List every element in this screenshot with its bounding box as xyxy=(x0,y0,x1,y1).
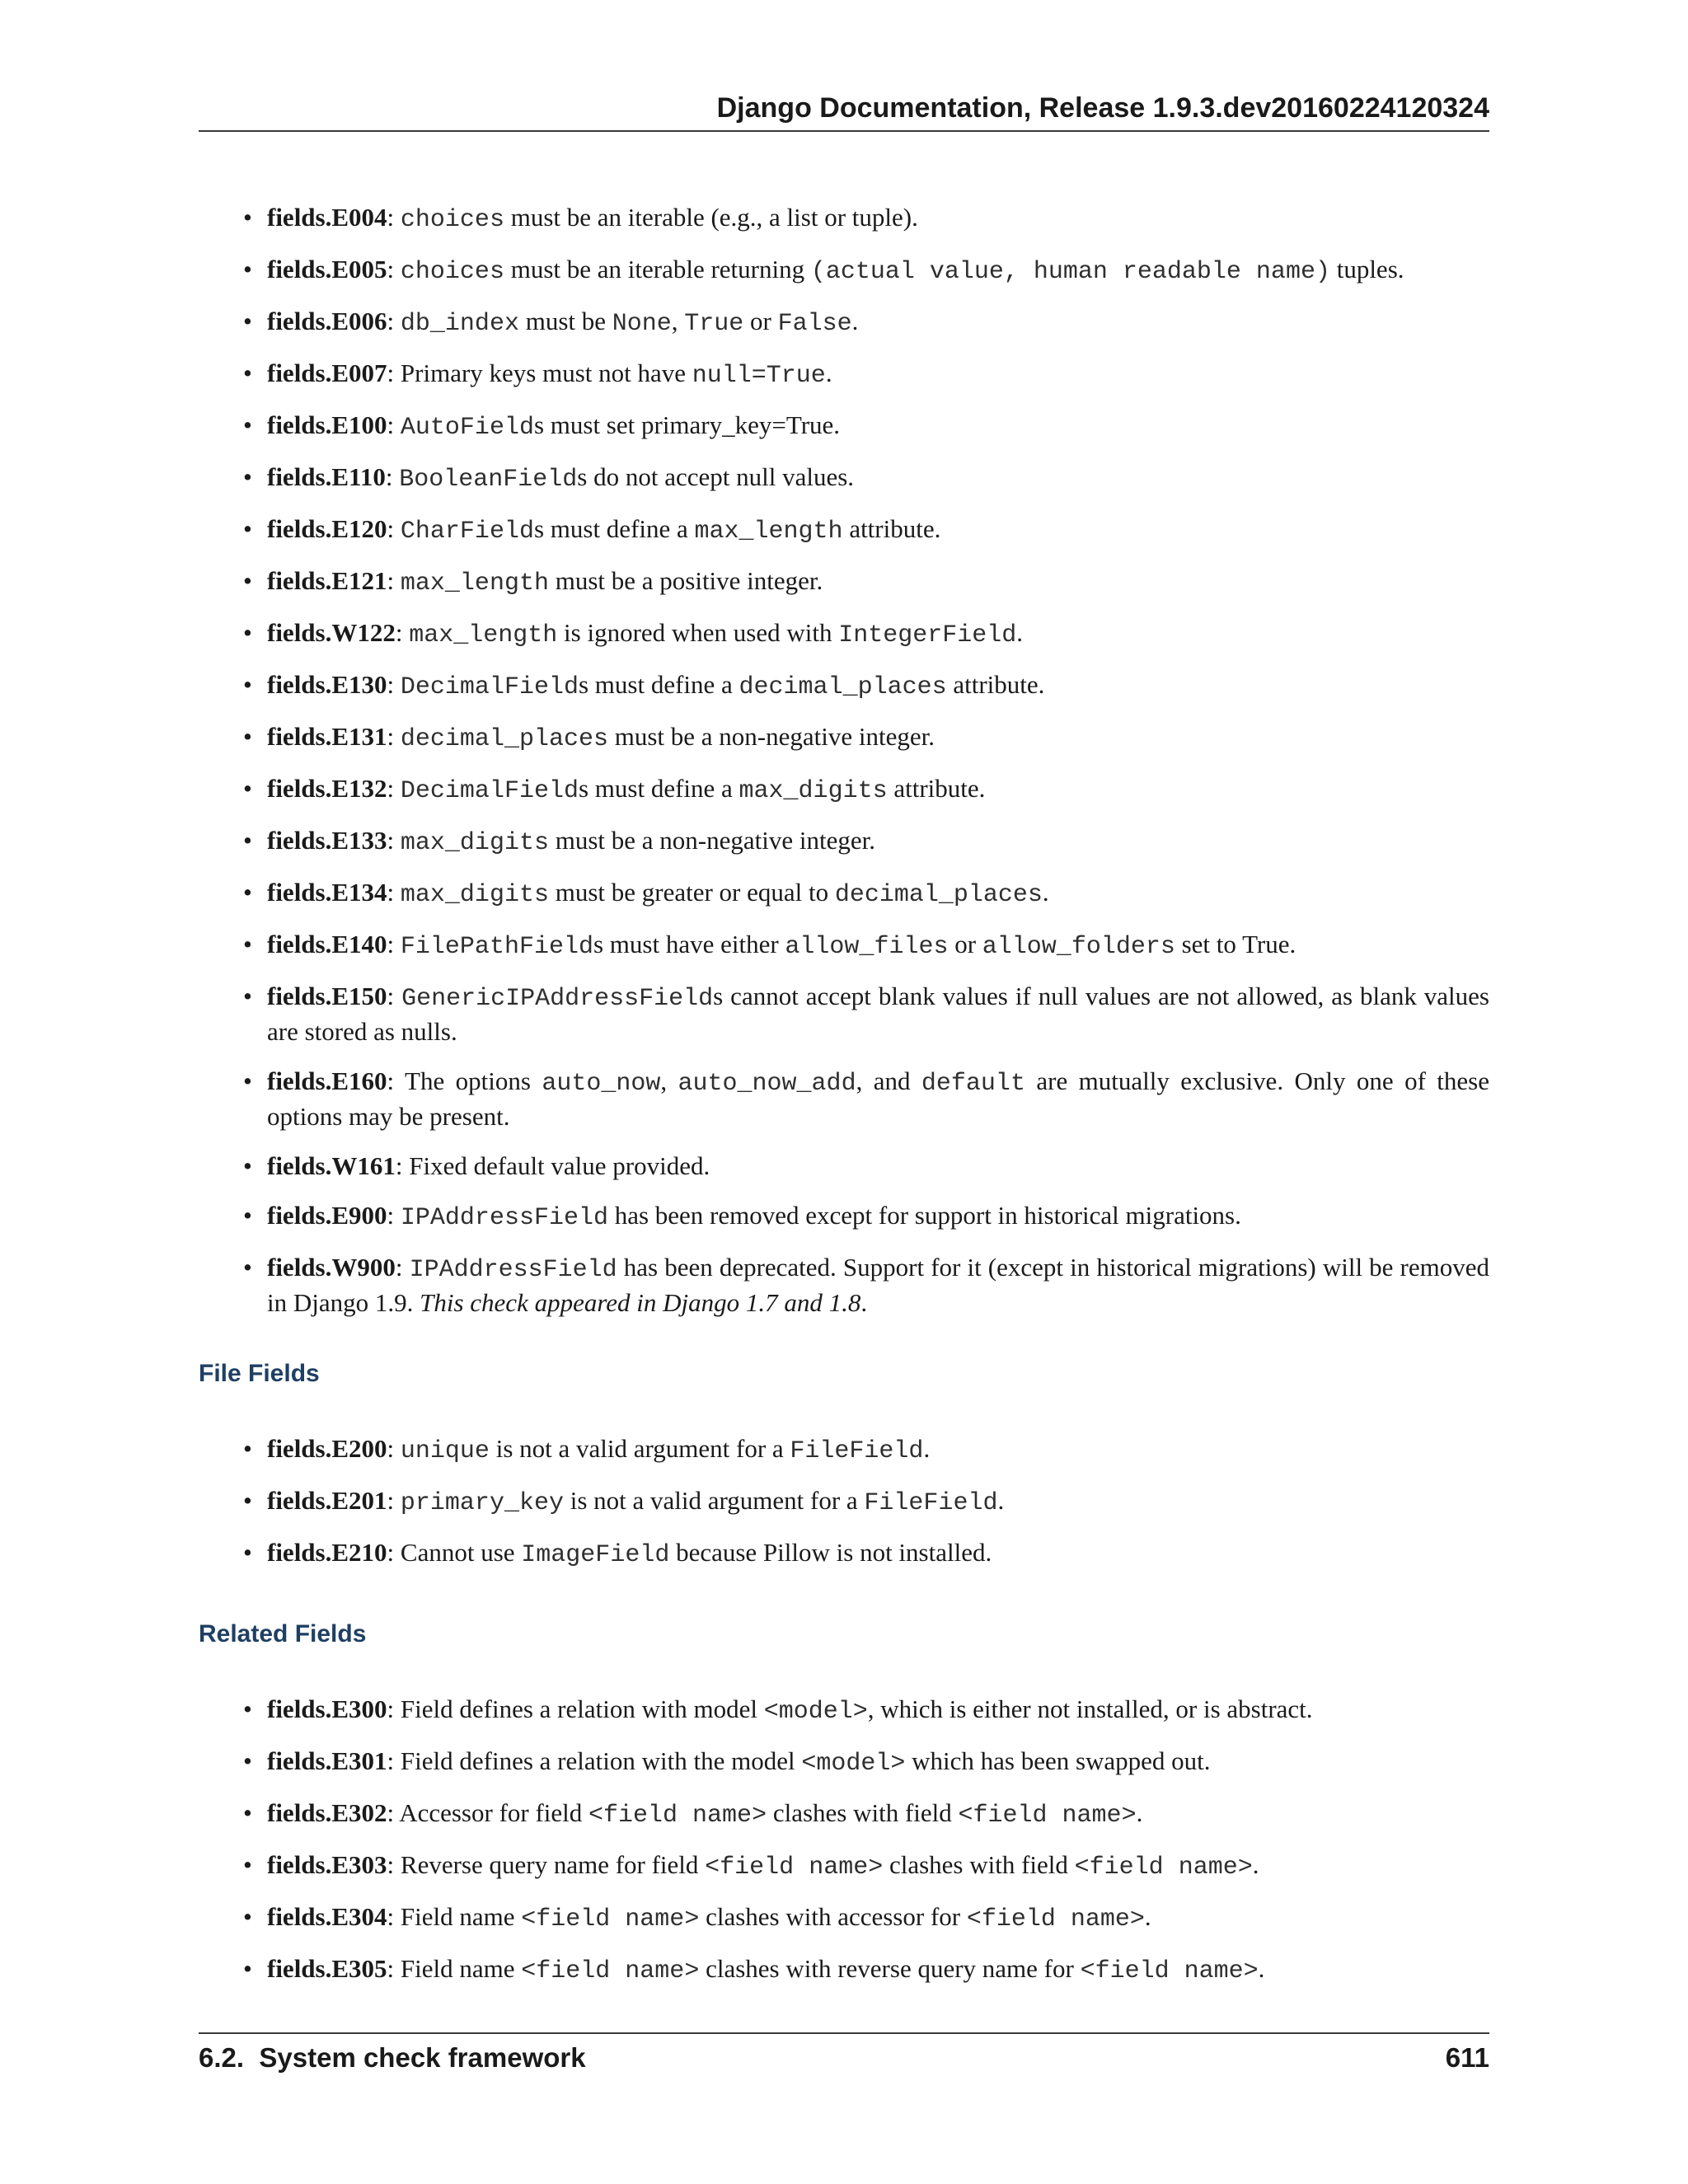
check-id: fields.E302 xyxy=(267,1798,387,1827)
description-text: . xyxy=(851,307,859,335)
bullet-marker: • xyxy=(243,930,252,958)
description-text: : xyxy=(395,1253,410,1282)
inline-code: <field name> xyxy=(521,1905,700,1933)
check-item xyxy=(243,980,1489,1048)
bullet-marker: • xyxy=(243,826,252,855)
check-description xyxy=(267,253,1489,288)
bullet-marker: • xyxy=(243,1434,252,1463)
description-text: tuples. xyxy=(1329,255,1404,284)
description-text: . xyxy=(997,1486,1005,1515)
description-text: : The options xyxy=(387,1066,542,1095)
description-text: . xyxy=(923,1434,931,1463)
description-text: or xyxy=(948,930,982,958)
bullet-marker: • xyxy=(243,462,252,491)
check-item xyxy=(243,1745,1489,1780)
check-id: fields.E007 xyxy=(267,359,387,387)
inline-code: GenericIPAddressField xyxy=(401,985,714,1013)
page-footer xyxy=(199,2032,1489,2075)
description-text: must be xyxy=(518,307,612,335)
check-id: fields.E130 xyxy=(267,670,387,699)
description-text: must be a non-negative integer. xyxy=(607,722,935,751)
check-description xyxy=(267,1797,1489,1832)
check-item xyxy=(243,565,1489,600)
description-text: . xyxy=(1252,1850,1259,1879)
check-item xyxy=(243,1900,1489,1936)
bullet-marker: • xyxy=(243,670,252,699)
bullet-marker: • xyxy=(243,410,252,439)
check-id: fields.E131 xyxy=(267,722,387,751)
check-item xyxy=(243,1432,1489,1468)
description-text: : xyxy=(387,514,401,543)
description-text: : xyxy=(387,982,402,1010)
check-description xyxy=(267,409,1489,444)
check-description xyxy=(267,668,1489,704)
section-heading-related-fields: Related Fields xyxy=(199,1620,367,1647)
inline-code: db_index xyxy=(400,310,519,338)
inline-code: max_length xyxy=(400,569,549,598)
bullet-marker: • xyxy=(243,1746,252,1775)
check-item xyxy=(243,201,1489,237)
bullet-marker: • xyxy=(243,774,252,803)
check-item xyxy=(243,1150,1489,1183)
description-text: must be an iterable returning xyxy=(504,255,811,284)
check-description xyxy=(267,616,1489,652)
inline-code: max_length xyxy=(409,621,558,649)
description-text: s cannot accept blank values if null values are not allowed, as blank values are stored as nulls. xyxy=(267,982,1489,1046)
check-id: fields.E301 xyxy=(267,1746,387,1775)
check-id: fields.E100 xyxy=(267,410,387,439)
description-text: : xyxy=(387,307,401,335)
bullet-marker: • xyxy=(243,1902,252,1931)
inline-code: DecimalField xyxy=(400,777,579,805)
check-description xyxy=(267,1432,1489,1468)
description-text: must be a non-negative integer. xyxy=(548,826,875,855)
bullet-marker: • xyxy=(243,1066,252,1095)
check-id: fields.E150 xyxy=(267,982,387,1010)
inline-code: allow_folders xyxy=(982,933,1175,961)
description-text: : xyxy=(387,930,401,958)
description-text: s must have either xyxy=(593,930,785,958)
check-description xyxy=(267,201,1489,237)
description-text: : Fixed default value provided. xyxy=(395,1151,710,1180)
inline-code: ImageField xyxy=(521,1541,670,1569)
check-item xyxy=(243,1065,1489,1133)
check-list-related-fields xyxy=(243,1693,1489,2004)
description-text: is not a valid argument for a xyxy=(563,1486,865,1515)
bullet-marker: • xyxy=(243,1798,252,1827)
inline-code: AutoField xyxy=(400,414,534,442)
section-heading-file-fields: File Fields xyxy=(199,1360,320,1387)
bullet-marker: • xyxy=(243,982,252,1010)
check-id: fields.E133 xyxy=(267,826,387,855)
bullet-marker: • xyxy=(243,359,252,387)
description-text: s must define a xyxy=(533,514,695,543)
bullet-marker: • xyxy=(243,878,252,907)
description-text: : xyxy=(387,1434,401,1463)
inline-code: max_length xyxy=(694,518,843,546)
check-id: fields.E121 xyxy=(267,566,387,595)
inline-code: <model> xyxy=(763,1698,868,1726)
check-description xyxy=(267,980,1489,1048)
check-item xyxy=(243,1536,1489,1572)
description-text: : xyxy=(387,566,401,595)
check-item xyxy=(243,461,1489,496)
check-item xyxy=(243,513,1489,548)
description-text: must be greater or equal to xyxy=(548,878,835,907)
check-id: fields.E305 xyxy=(267,1954,387,1983)
inline-code: primary_key xyxy=(400,1489,564,1517)
check-description xyxy=(267,772,1489,808)
description-text: clashes with field xyxy=(767,1798,959,1827)
page-number: 611 xyxy=(1445,2042,1489,2073)
inline-code: decimal_places xyxy=(400,725,608,753)
inline-code: max_digits xyxy=(400,881,549,909)
description-text: , xyxy=(660,1066,678,1095)
bullet-marker: • xyxy=(243,722,252,751)
bullet-marker: • xyxy=(243,1694,252,1723)
description-text: , which is either not installed, or is abstract. xyxy=(867,1694,1313,1723)
check-description xyxy=(267,305,1489,340)
description-text: clashes with accessor for xyxy=(699,1902,967,1931)
description-text: . xyxy=(825,359,832,387)
inline-code: FileField xyxy=(864,1489,998,1517)
check-description xyxy=(267,1745,1489,1780)
description-text: : xyxy=(387,826,401,855)
check-description xyxy=(267,565,1489,600)
check-list-file-fields xyxy=(243,1432,1489,1588)
description-text: attribute. xyxy=(842,514,941,543)
check-id: fields.E201 xyxy=(267,1486,387,1515)
description-text: . xyxy=(1136,1798,1143,1827)
description-text: attribute. xyxy=(946,670,1045,699)
bullet-marker: • xyxy=(243,1850,252,1879)
description-text: , and xyxy=(856,1066,921,1095)
bullet-marker: • xyxy=(243,566,252,595)
check-id: fields.E132 xyxy=(267,774,387,803)
description-text: : Field defines a relation with model xyxy=(387,1694,764,1723)
check-description xyxy=(267,1693,1489,1728)
description-text: . xyxy=(1042,878,1049,907)
description-text: : xyxy=(385,462,400,491)
inline-code: unique xyxy=(400,1437,490,1465)
inline-code: True xyxy=(684,310,744,338)
check-item xyxy=(243,1251,1489,1319)
description-text: : xyxy=(395,618,410,647)
description-text: : xyxy=(387,1486,401,1515)
inline-code: None xyxy=(612,310,672,338)
bullet-marker: • xyxy=(243,1253,252,1282)
check-id: fields.E304 xyxy=(267,1902,387,1931)
check-id: fields.E005 xyxy=(267,255,387,284)
check-description xyxy=(267,1484,1489,1520)
bullet-marker: • xyxy=(243,1151,252,1180)
check-id: fields.E004 xyxy=(267,203,387,232)
inline-code: max_digits xyxy=(738,777,888,805)
inline-code: IPAddressField xyxy=(400,1204,608,1232)
inline-code: <field name> xyxy=(1074,1854,1253,1882)
description-text: : Field name xyxy=(387,1954,522,1983)
inline-code: IntegerField xyxy=(838,621,1017,649)
check-item xyxy=(243,1849,1489,1884)
bullet-marker: • xyxy=(243,255,252,284)
description-text: : xyxy=(387,1201,401,1230)
description-text: s do not accept null values. xyxy=(577,462,855,491)
description-text: . xyxy=(860,1288,868,1317)
check-description xyxy=(267,720,1489,756)
check-item xyxy=(243,357,1489,392)
description-text: , xyxy=(671,307,685,335)
check-id: fields.E110 xyxy=(267,462,386,491)
inline-code: <model> xyxy=(801,1750,906,1778)
check-id: fields.E210 xyxy=(267,1538,387,1567)
bullet-marker: • xyxy=(243,203,252,232)
check-item xyxy=(243,1952,1489,1988)
description-text: . xyxy=(1258,1954,1265,1983)
description-text: : xyxy=(387,410,401,439)
description-text: set to True. xyxy=(1175,930,1296,958)
description-text: or xyxy=(743,307,778,335)
page-header xyxy=(199,89,1489,132)
bullet-marker: • xyxy=(243,1954,252,1983)
inline-code: allow_files xyxy=(785,933,949,961)
inline-code: DecimalField xyxy=(400,673,579,701)
check-description xyxy=(267,461,1489,496)
description-text: attribute. xyxy=(887,774,986,803)
check-description xyxy=(267,1199,1489,1235)
check-item xyxy=(243,1693,1489,1728)
check-id: fields.W900 xyxy=(267,1253,396,1282)
bullet-marker: • xyxy=(243,514,252,543)
check-id: fields.E006 xyxy=(267,307,387,335)
inline-code: BooleanField xyxy=(399,466,578,494)
check-id: fields.E140 xyxy=(267,930,387,958)
check-description xyxy=(267,357,1489,392)
description-text: : xyxy=(387,203,401,232)
check-description xyxy=(267,1150,1489,1183)
check-description xyxy=(267,1952,1489,1988)
inline-code: <field name> xyxy=(958,1802,1137,1830)
description-text: : xyxy=(387,774,401,803)
check-description xyxy=(267,1849,1489,1884)
description-text: : xyxy=(387,670,401,699)
check-item xyxy=(243,928,1489,963)
check-id: fields.E160 xyxy=(267,1066,387,1095)
check-id: fields.E200 xyxy=(267,1434,387,1463)
bullet-marker: • xyxy=(243,1201,252,1230)
document-title: Django Documentation, Release 1.9.3.dev20160224120324 xyxy=(716,92,1489,124)
description-text: . xyxy=(1016,618,1024,647)
check-id: fields.E134 xyxy=(267,878,387,907)
bullet-marker: • xyxy=(243,1538,252,1567)
check-item xyxy=(243,876,1489,912)
description-text: are mutually exclusive. Only one of these options may be present. xyxy=(267,1066,1489,1131)
description-text: : xyxy=(387,255,401,284)
description-text: because Pillow is not installed. xyxy=(669,1538,992,1567)
check-description xyxy=(267,1065,1489,1133)
check-item xyxy=(243,1199,1489,1235)
bullet-marker: • xyxy=(243,618,252,647)
inline-code: <field name> xyxy=(588,1802,767,1830)
bullet-marker: • xyxy=(243,307,252,335)
check-description xyxy=(267,928,1489,963)
inline-code: choices xyxy=(400,206,504,234)
italic-note: This check appeared in Django 1.7 and 1.8 xyxy=(420,1288,861,1317)
inline-code: <field name> xyxy=(1080,1957,1259,1985)
description-text: : Accessor for field xyxy=(387,1798,589,1827)
inline-code: CharField xyxy=(400,518,534,546)
inline-code: choices xyxy=(400,258,504,286)
description-text: must be a positive integer. xyxy=(548,566,823,595)
check-description xyxy=(267,1536,1489,1572)
check-item xyxy=(243,616,1489,652)
inline-code: <field name> xyxy=(966,1905,1145,1933)
inline-code: FilePathField xyxy=(400,933,593,961)
check-item xyxy=(243,253,1489,288)
description-text: : xyxy=(387,722,401,751)
check-description xyxy=(267,824,1489,860)
footer-section-reference: 6.2. System check framework xyxy=(199,2042,586,2073)
check-description xyxy=(267,876,1489,912)
inline-code: decimal_places xyxy=(834,881,1043,909)
check-id: fields.E120 xyxy=(267,514,387,543)
description-text: : Reverse query name for field xyxy=(387,1850,706,1879)
description-text: s must define a xyxy=(578,774,739,803)
check-item xyxy=(243,668,1489,704)
description-text: s must define a xyxy=(578,670,739,699)
description-text: has been deprecated. Support for it (except in historical migrations) will be removed in Django 1.9. xyxy=(267,1253,1489,1317)
inline-code: max_digits xyxy=(400,829,549,857)
description-text: . xyxy=(1144,1902,1151,1931)
inline-code: null=True xyxy=(692,362,826,390)
inline-code: <field name> xyxy=(521,1957,700,1985)
inline-code: FileField xyxy=(790,1437,924,1465)
inline-code: auto_now_add xyxy=(678,1070,856,1098)
description-text: : Field defines a relation with the model xyxy=(387,1746,802,1775)
check-description xyxy=(267,1251,1489,1319)
description-text: : Cannot use xyxy=(387,1538,522,1567)
check-item xyxy=(243,824,1489,860)
bullet-marker: • xyxy=(243,1486,252,1515)
description-text: must be an iterable (e.g., a list or tuple). xyxy=(504,203,918,232)
inline-code: default xyxy=(921,1070,1025,1098)
check-id: fields.E303 xyxy=(267,1850,387,1879)
description-text: is not a valid argument for a xyxy=(489,1434,790,1463)
inline-code: (actual value, human readable name) xyxy=(810,258,1330,286)
inline-code: <field name> xyxy=(705,1854,884,1882)
check-list-fields xyxy=(243,201,1489,1336)
inline-code: False xyxy=(777,310,852,338)
description-text: which has been swapped out. xyxy=(905,1746,1211,1775)
description-text: has been removed except for support in historical migrations. xyxy=(607,1201,1241,1230)
check-item xyxy=(243,1797,1489,1832)
check-item xyxy=(243,720,1489,756)
check-id: fields.E300 xyxy=(267,1694,387,1723)
description-text: : Field name xyxy=(387,1902,522,1931)
check-item xyxy=(243,772,1489,808)
description-text: s must set primary_key=True. xyxy=(533,410,841,439)
check-id: fields.W161 xyxy=(267,1151,396,1180)
description-text: : Primary keys must not have xyxy=(387,359,692,387)
description-text: : xyxy=(387,878,401,907)
check-id: fields.E900 xyxy=(267,1201,387,1230)
check-item xyxy=(243,1484,1489,1520)
check-id: fields.W122 xyxy=(267,618,396,647)
description-text: clashes with field xyxy=(883,1850,1075,1879)
inline-code: decimal_places xyxy=(738,673,947,701)
description-text: is ignored when used with xyxy=(557,618,839,647)
description-text: clashes with reverse query name for xyxy=(699,1954,1081,1983)
check-item xyxy=(243,409,1489,444)
inline-code: auto_now xyxy=(542,1070,661,1098)
check-description xyxy=(267,513,1489,548)
inline-code: IPAddressField xyxy=(409,1256,617,1284)
check-description xyxy=(267,1900,1489,1936)
check-item xyxy=(243,305,1489,340)
